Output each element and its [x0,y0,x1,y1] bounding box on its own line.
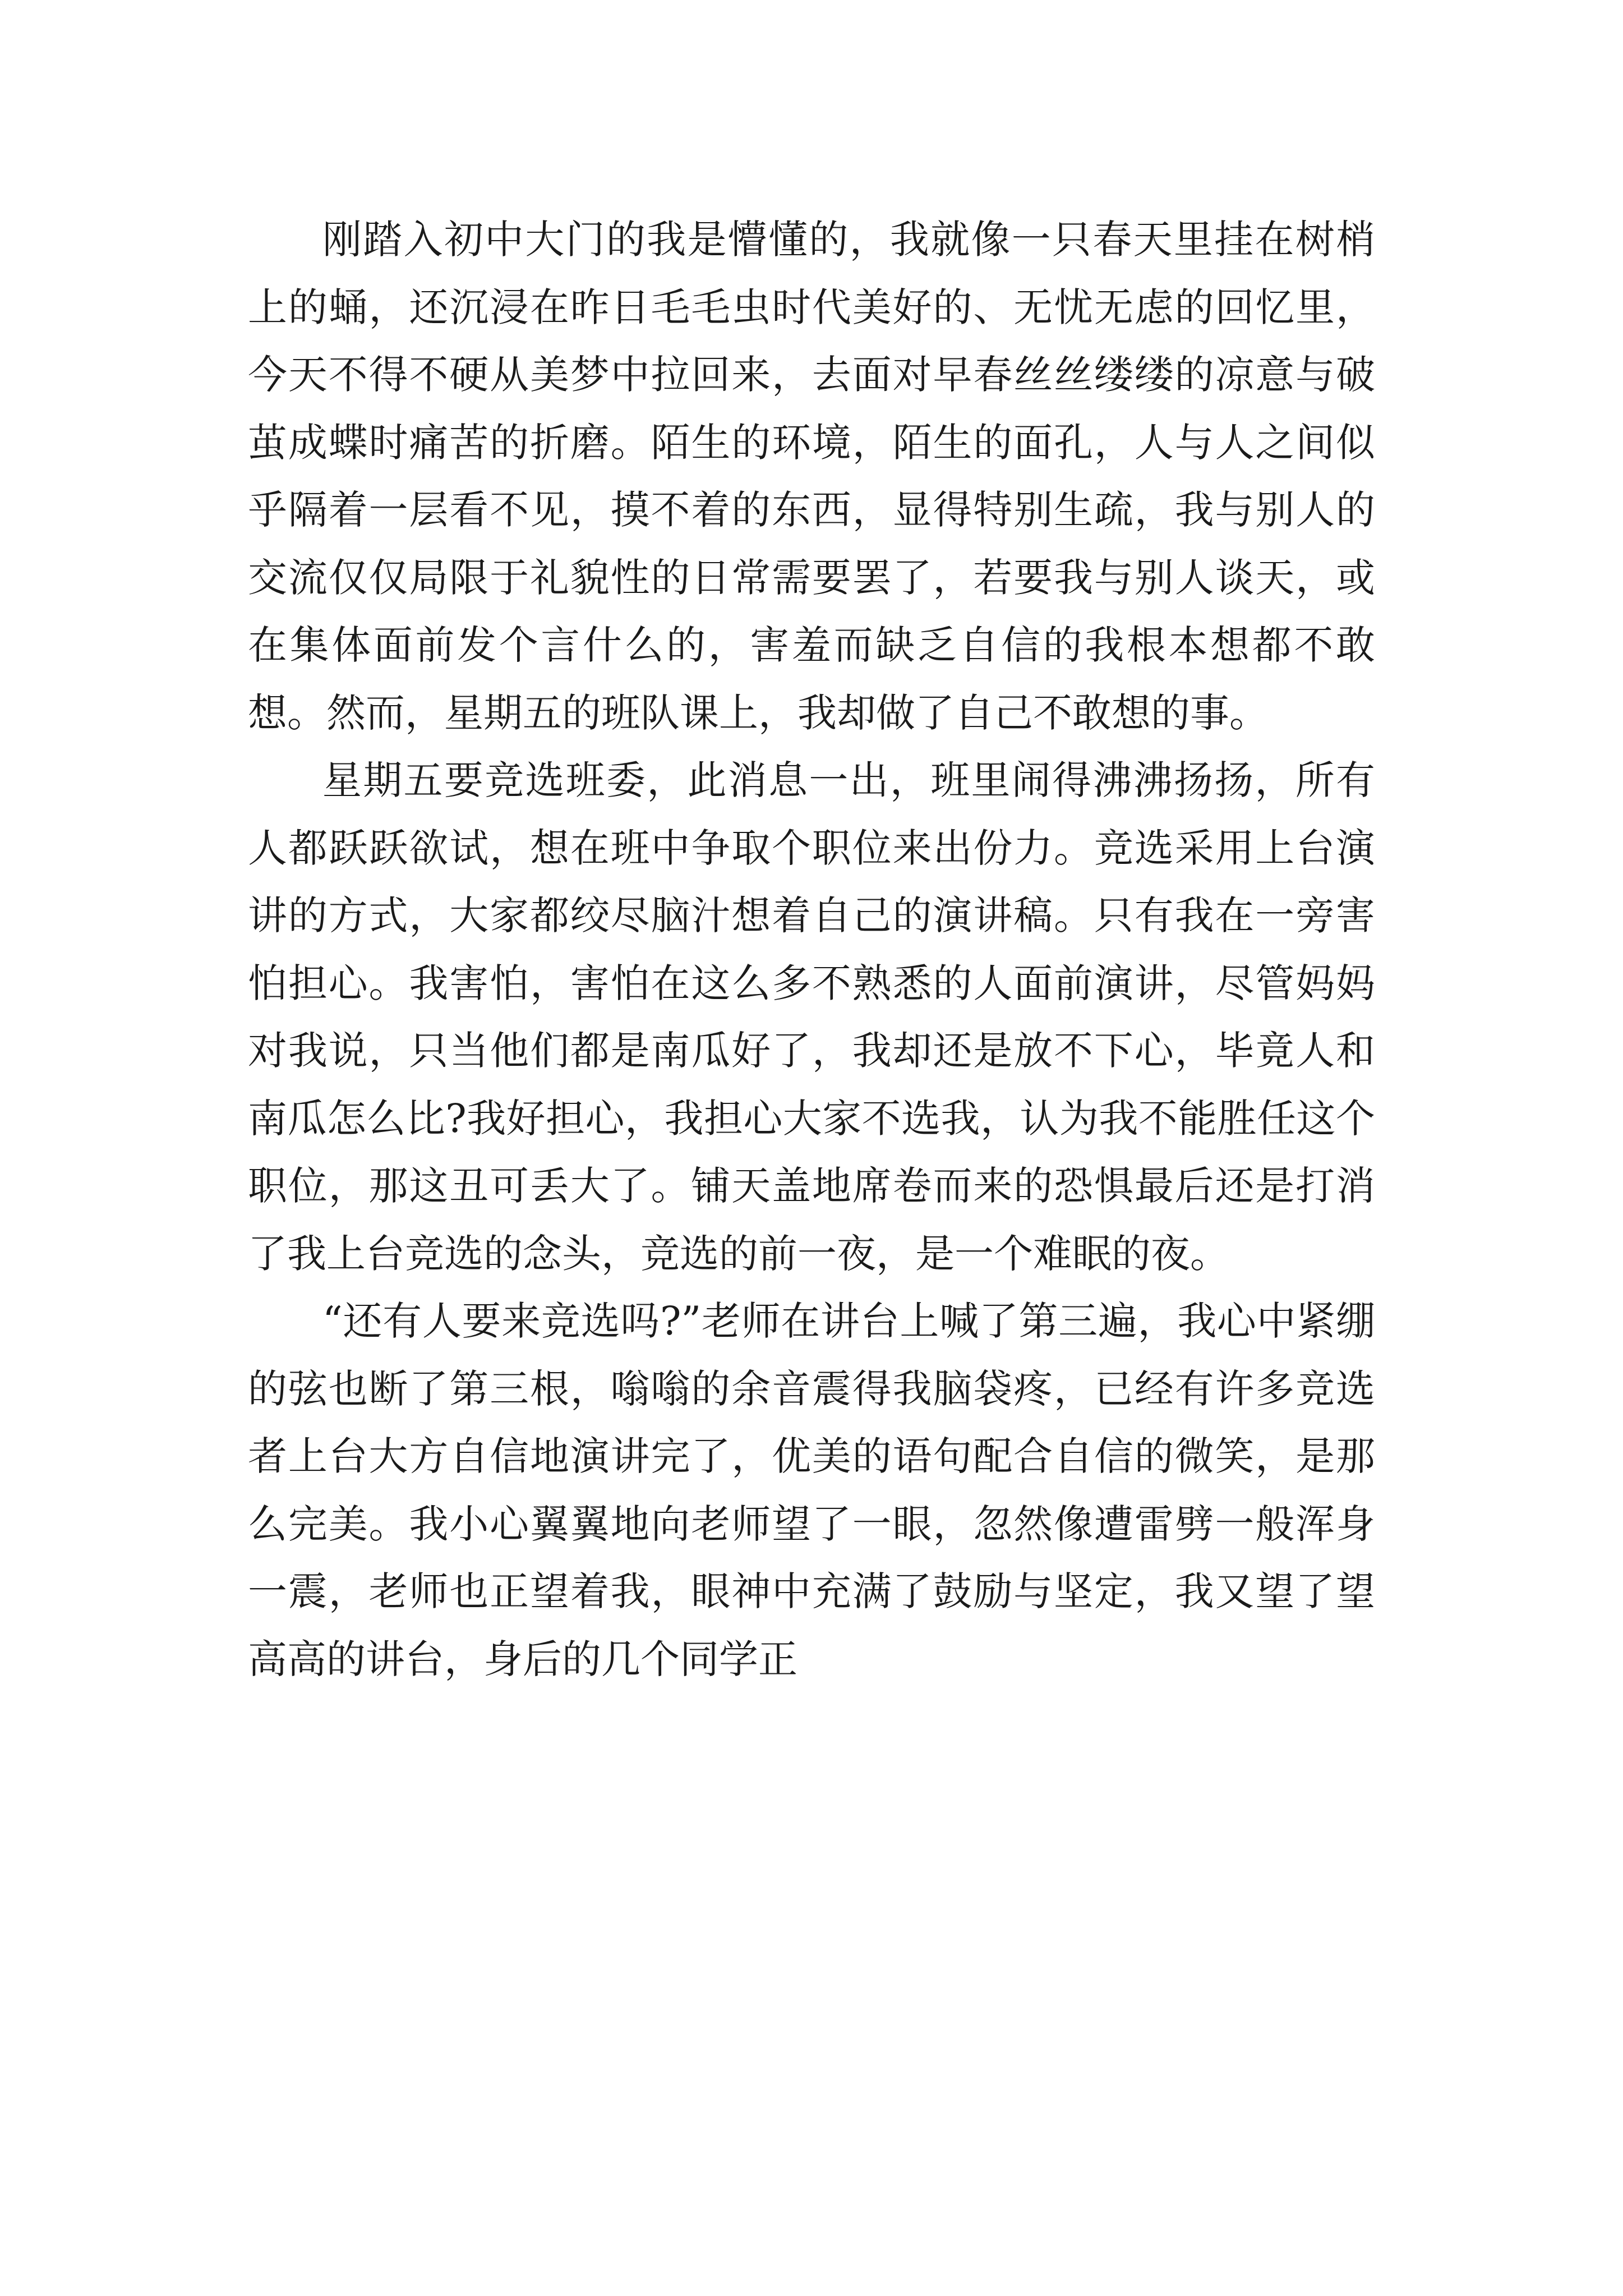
paragraph-2: 星期五要竞选班委，此消息一出，班里闹得沸沸扬扬，所有人都跃跃欲试，想在班中争取个职位来出份力。竞选采用上台演讲的方式，大家都绞尽脑汁想着自己的演讲稿。只有我在一旁害怕担心。我害怕，害怕在这么多不熟悉的人面前演讲，尽管妈妈对我说，只当他们都是南瓜好了，我却还是放不下心，毕竟人和南瓜怎么比?我好担心，我担心大家不选我，认为我不能胜任这个职位，那这丑可丢大了。铺天盖地席卷而来的恐惧最后还是打消了我上台竞选的念头，竞选的前一夜，是一个难眠的夜。 [248,757,1375,1277]
paragraph-1: 刚踏入初中大门的我是懵懂的，我就像一只春天里挂在树梢上的蛹，还沉浸在昨日毛毛虫时代美好的、无忧无虑的回忆里，今天不得不硬从美梦中拉回来，去面对早春丝丝缕缕的凉意与破茧成蝶时痛苦的折磨。陌生的环境，陌生的面孔，人与人之间似乎隔着一层看不见，摸不着的东西，显得特别生疏，我与别人的交流仅仅局限于礼貌性的日常需要罢了，若要我与别人谈天，或在集体面前发个言什么的，害羞而缺乏自信的我根本想都不敢想。然而，星期五的班队课上，我却做了自己不敢想的事。 [248,217,1375,736]
document-body [248,206,1375,1693]
paragraph-3: “还有人要来竞选吗?”老师在讲台上喊了第三遍，我心中紧绷的弦也断了第三根，嗡嗡的余音震得我脑袋疼，已经有许多竞选者上台大方自信地演讲完了，优美的语句配合自信的微笑，是那么完美。我小心翼翼地向老师望了一眼，忽然像遭雷劈一般浑身一震，老师也正望着我，眼神中充满了鼓励与坚定，我又望了望高高的讲台，身后的几个同学正 [248,1298,1375,1682]
